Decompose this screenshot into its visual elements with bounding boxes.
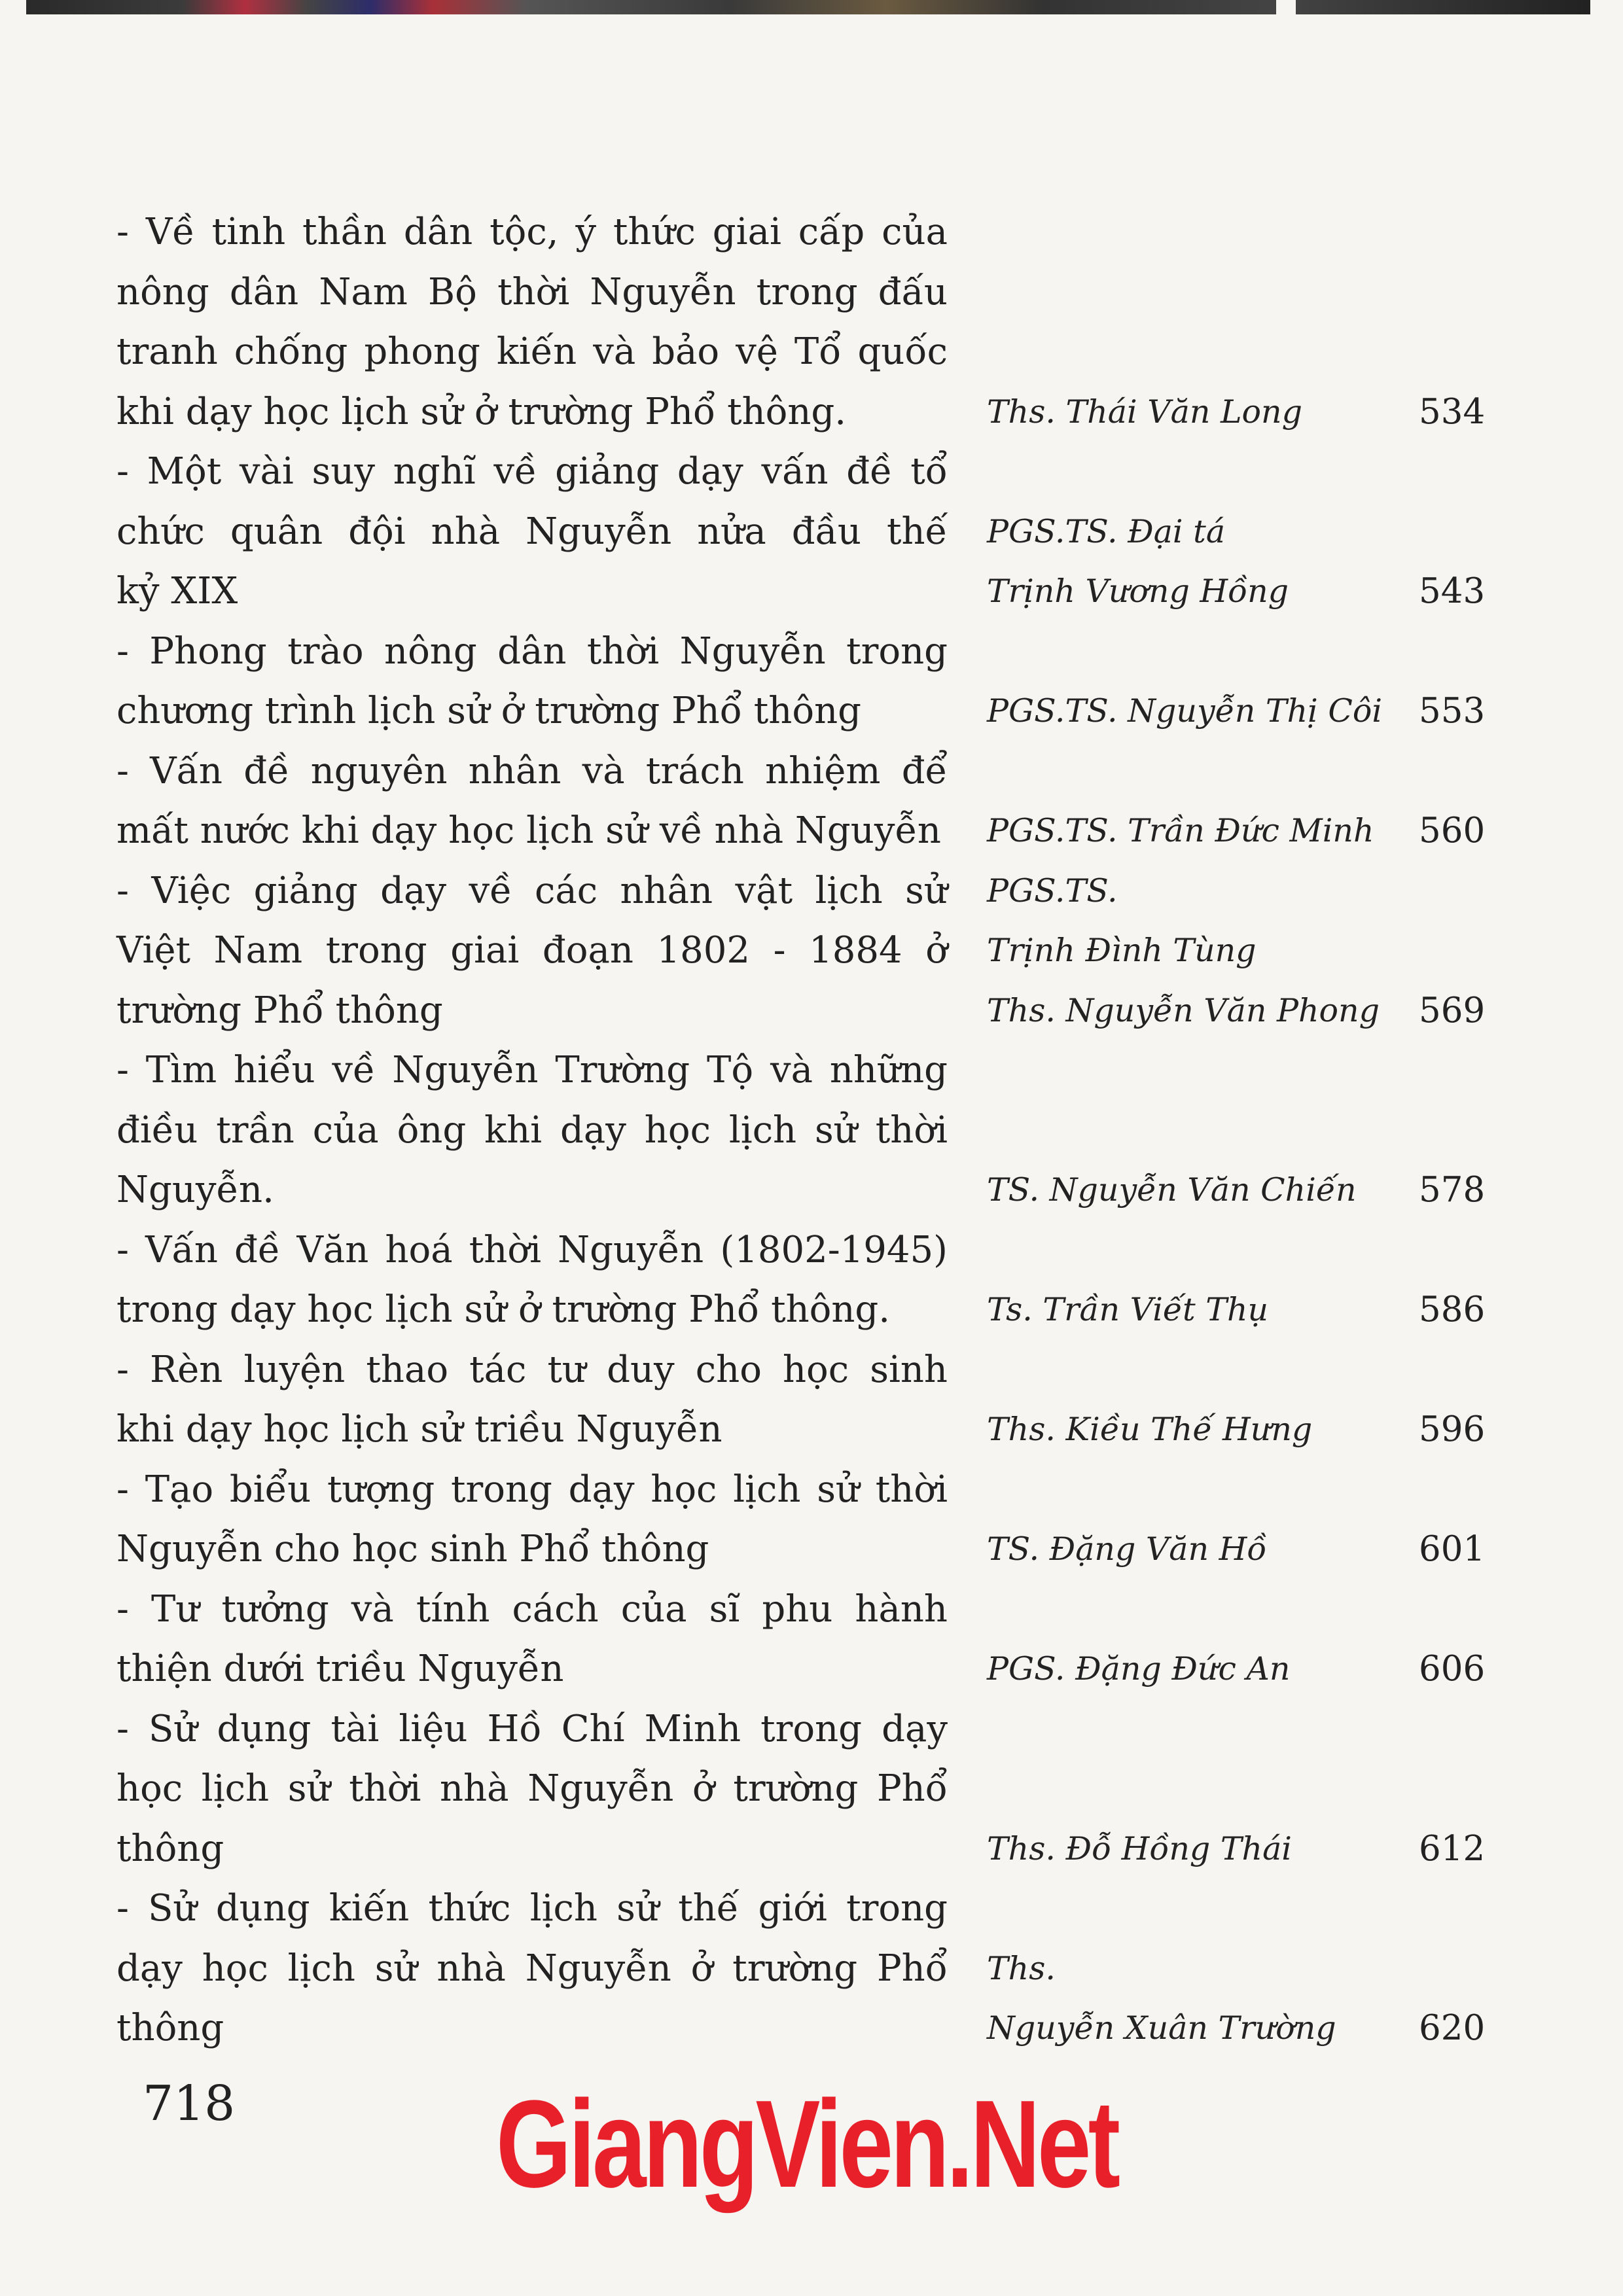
entry-author: Trịnh Đình Tùng [987,932,1257,969]
entry-author: PGS.TS. Đại tá [987,512,1226,550]
entry-title-line: - Một vài suy nghĩ về giảng dạy vấn đề tổ [116,450,948,493]
entry-page-number: 596 [1419,1409,1486,1449]
entry-title-line: điều trần của ông khi dạy học lịch sử thời [116,1108,948,1152]
entry-page-number: 543 [1419,571,1486,611]
entry-title-line: - Việc giảng dạy về các nhân vật lịch sử [116,869,948,912]
entry-author: Ths. [987,1949,1056,1987]
entry-title-line: - Tìm hiểu về Nguyễn Trường Tộ và những [116,1049,948,1091]
entry-page-number: 586 [1419,1290,1486,1330]
entry-author: Ths. Thái Văn Long [987,393,1302,431]
entry-title-line: - Tạo biểu tượng trong dạy học lịch sử thời [116,1468,948,1511]
entry-title-line: Nguyễn cho học sinh Phổ thông [116,1528,709,1570]
entry-title-line: trường Phổ thông [116,989,443,1032]
entry-title-line: dạy học lịch sử nhà Nguyễn ở trường Phổ [116,1947,948,1990]
entry-title-line: - Vấn đề nguyên nhân và trách nhiệm để [116,749,948,792]
entry-title-line: chương trình lịch sử ở trường Phổ thông [116,690,861,732]
entry-title-line: Nguyễn. [116,1169,274,1211]
entry-page-number: 534 [1419,391,1486,432]
entry-title-line: thông [116,1827,224,1870]
entry-author: TS. Đặng Văn Hồ [987,1530,1267,1568]
entry-page-number: 620 [1419,2008,1486,2048]
page-number: 718 [143,2075,236,2132]
entry-page-number: 606 [1419,1649,1486,1689]
entry-page-number: 553 [1419,691,1486,731]
entry-page-number: 601 [1419,1529,1486,1569]
entry-title-line: - Về tinh thần dân tộc, ý thức giai cấp của [116,211,948,253]
entry-title-line: trong dạy học lịch sử ở trường Phổ thông. [116,1288,891,1331]
entry-author: Ths. Kiều Thế Hưng [987,1411,1313,1448]
entry-title-line: - Tư tưởng và tính cách của sĩ phu hành [116,1587,948,1631]
entry-title-line: Việt Nam trong giai đoạn 1802 - 1884 ở [116,929,948,972]
entry-title-line: kỷ XIX [116,570,238,612]
entry-author: Ths. Nguyễn Văn Phong [987,991,1380,1029]
entry-title-line: tranh chống phong kiến và bảo vệ Tổ quốc [116,330,948,373]
entry-title-line: - Sử dụng tài liệu Hồ Chí Minh trong dạy [116,1707,948,1750]
entry-title-line: thông [116,2007,224,2049]
entry-author: Trịnh Vương Hồng [987,573,1289,610]
entry-title-line: chức quân đội nhà Nguyễn nửa đầu thế [116,510,948,553]
entry-author: PGS.TS. Trần Đức Minh [987,812,1374,849]
entry-page-number: 560 [1419,811,1486,851]
entry-title-line: học lịch sử thời nhà Nguyễn ở trường Phổ [116,1767,948,1810]
entry-author: Ths. Đỗ Hồng Thái [987,1829,1292,1867]
entry-author: Nguyễn Xuân Trường [987,2009,1336,2047]
entry-author: PGS.TS. [987,872,1118,910]
entry-title-line: nông dân Nam Bộ thời Nguyễn trong đấu [116,270,948,313]
entry-author: PGS.TS. Nguyễn Thị Côi [987,692,1383,730]
entry-page-number: 612 [1419,1828,1486,1869]
entry-title-line: thiện dưới triều Nguyễn [116,1648,564,1690]
entry-author: PGS. Đặng Đức An [987,1650,1291,1687]
entry-title-line: - Vấn đề Văn hoá thời Nguyễn (1802-1945) [116,1228,948,1271]
entry-title-line: - Phong trào nông dân thời Nguyễn trong [116,629,948,673]
entry-title-line: khi dạy học lịch sử ở trường Phổ thông. [116,390,847,433]
entry-page-number: 569 [1419,990,1486,1031]
watermark-logo: GiangVien.Net [496,2075,1118,2214]
entry-author: Ts. Trần Viết Thụ [987,1291,1269,1328]
entry-author: TS. Nguyễn Văn Chiến [987,1171,1357,1209]
entry-title-line: khi dạy học lịch sử triều Nguyễn [116,1408,722,1451]
entry-title-line: - Rèn luyện thao tác tư duy cho học sinh [116,1348,948,1391]
entry-title-line: mất nước khi dạy học lịch sử về nhà Nguyễn [116,809,941,852]
entry-title-line: - Sử dụng kiến thức lịch sử thế giới trong [116,1887,948,1930]
entry-page-number: 578 [1419,1170,1486,1210]
